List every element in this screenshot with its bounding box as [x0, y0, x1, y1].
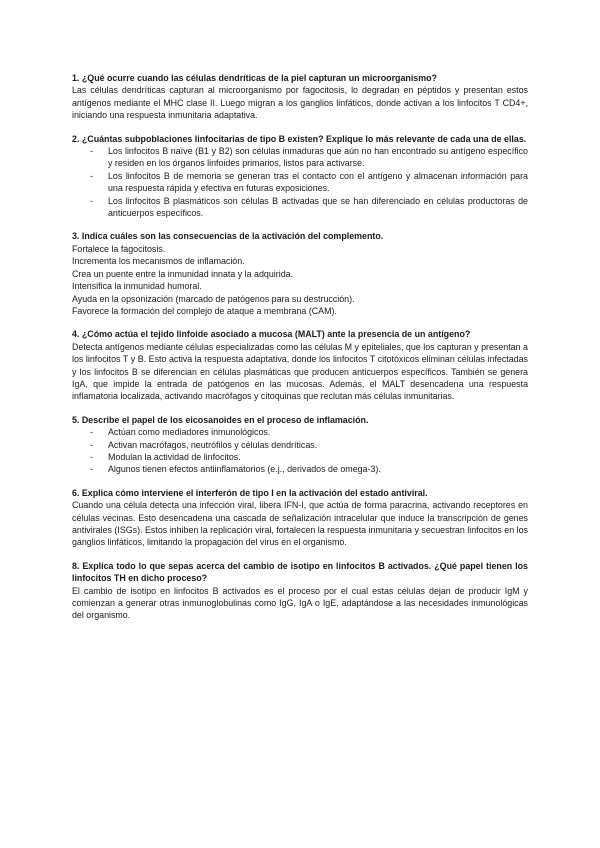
question-8: 8. Explica todo lo que sepas acerca del cambio de isotipo en linfocitos B activados. ¿Qué papel tienen los linfocitos TH en dicho proceso? — [72, 560, 528, 584]
bullet-dash: - — [90, 464, 93, 475]
list-item — [72, 439, 528, 451]
answer-1: Las células dendríticas capturan al microorganismo por fagocitosis, lo degradan en péptidos y presentan estos antígenos mediante el MHC clase II. Luego migran a los ganglios linfáticos, donde activan a los linfocitos T CD4+, iniciando una respuesta inmunitaria adaptativa. — [72, 85, 528, 121]
question-2: 2. ¿Cuántas subpoblaciones linfocitarias de tipo B existen? Explique lo más relevante de cada una de ellas. — [72, 133, 527, 144]
answer-4: Detecta antígenos mediante células especializadas como las células M y epiteliales, que los capturan y presentan a los linfocitos T y B. Esto activa la respuesta adaptativa, donde los linfocitos T citotóxicos eliminan células infectadas y los linfocitos B se diferencian en células plasmáticas que producen anticuerpos específicos. También se genera IgA, que impide la entrada de patógenos en las mucosas. Además, el MALT desencadena una respuesta inflamatoria localizada, activando macrófagos y citoquinas que reclutan más células inmunitarias. — [72, 341, 528, 402]
bullet-dash: - — [90, 170, 93, 181]
answer-5-list — [72, 426, 528, 476]
list-item-text: Los linfocitos B naïve (B1 y B2) son células inmaduras que aún no han encontrado su antígeno específico y residen en los órganos linfoides primarios, listos para activarse. — [108, 146, 528, 169]
list-item — [72, 145, 528, 170]
answer-3-line: Ayuda en la opsonización (marcado de patógenos para su destrucción). — [72, 293, 355, 304]
answer-3-line: Incrementa los mecanismos de inflamación. — [72, 256, 245, 267]
answer-8: El cambio de isotipo en linfocitos B activados es el proceso por el cual estas células dejan de producir IgM y comienzan a generar otras inmunoglobulinas como IgG, IgA o IgE, adaptándose a las necesidades inmunológicas del organismo. — [72, 585, 528, 621]
list-item — [72, 170, 528, 195]
question-1: 1. ¿Qué ocurre cuando las células dendríticas de la piel capturan un microorganismo? — [72, 73, 437, 83]
answer-3-line: Crea un puente entre la inmunidad innata y la adquirida. — [72, 268, 294, 279]
answer-2-list — [72, 145, 528, 219]
list-item-text: Activan macrófagos, neutrófilos y células dendríticas. — [108, 439, 318, 450]
section-6 — [72, 487, 528, 549]
list-item — [72, 451, 528, 463]
bullet-dash: - — [90, 451, 93, 462]
question-6: 6. Explica cómo interviene el interferón de tipo I en la activación del estado antiviral. — [72, 487, 428, 498]
question-4: 4. ¿Cómo actúa el tejido linfoide asociado a mucosa (MALT) ante la presencia de un antígeno? — [72, 329, 471, 340]
list-item-text: Los linfocitos B plasmáticos son células B activadas que se han diferenciado en células productoras de anticuerpos específicos. — [108, 195, 528, 219]
list-item-text: Los linfocitos B de memoria se generan tras el contacto con el antígeno y almacenan información para una respuesta rápida y efectiva en futuras exposiciones. — [108, 170, 528, 194]
list-item-text: Algunos tienen efectos antiinflamatorios (e.j., derivados de omega-3). — [108, 464, 381, 475]
bullet-dash: - — [90, 195, 93, 206]
section-2 — [72, 133, 528, 220]
list-item — [72, 195, 528, 220]
answer-3-line: Intensifica la inmunidad humoral. — [72, 281, 202, 292]
question-3: 3. Indica cuáles son las consecuencias de la activación del complemento. — [72, 231, 384, 242]
section-4 — [72, 328, 528, 402]
bullet-dash: - — [90, 439, 93, 450]
list-item — [72, 426, 528, 438]
section-8 — [72, 560, 528, 622]
question-5: 5. Describe el papel de los eicosanoides en el proceso de inflamación. — [72, 414, 369, 425]
section-1 — [72, 72, 528, 122]
answer-3-line: Fortalece la fagocitosis. — [72, 243, 166, 254]
bullet-dash: - — [90, 146, 93, 157]
list-item — [72, 463, 528, 475]
document-content — [72, 72, 528, 633]
section-3 — [72, 230, 528, 317]
list-item-text: Modulan la actividad de linfocitos. — [108, 451, 241, 462]
bullet-dash: - — [90, 427, 93, 438]
answer-3-line: Favorece la formación del complejo de ataque a membrana (CAM). — [72, 305, 337, 316]
section-5 — [72, 414, 528, 476]
list-item-text: Actúan como mediadores inmunológicos. — [108, 427, 271, 438]
answer-6: Cuando una célula detecta una infección viral, libera IFN-I, que actúa de forma paracrina, activando receptores en células vecinas. Esto desencadena una cascada de señalización intracelular que induce la transcripción de genes antivirales (ISGs). Estos inhiben la replicación viral, fortalecen la respuesta inmunitaria y secuestran linfocitos en los ganglios linfáticos, limitando la propagación del virus en el organismo. — [72, 500, 528, 548]
